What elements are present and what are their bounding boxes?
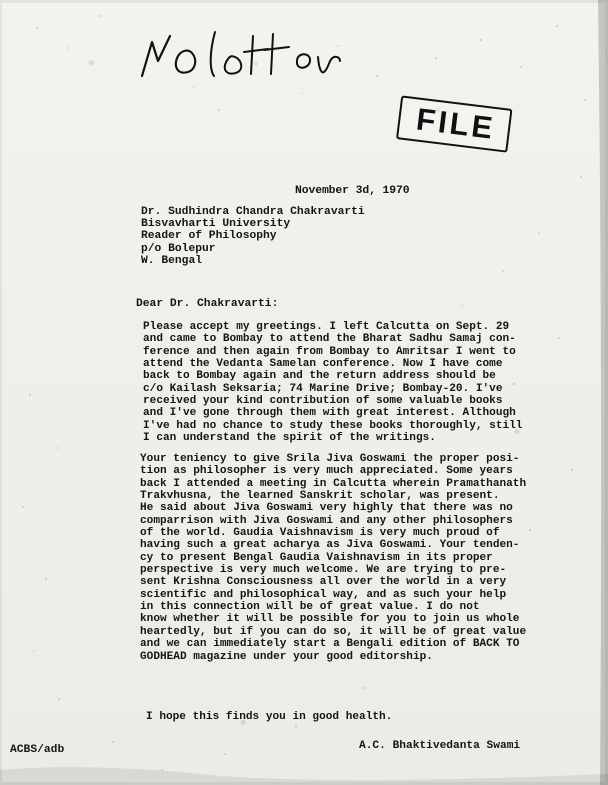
recipient-line: Dr. Sudhindra Chandra Chakravarti [141,206,365,218]
typist-initials: ACBS/adb [10,744,65,756]
salutation: Dear Dr. Chakravarti: [136,298,279,310]
letter-paragraph-2: Your teniency to give Srila Jiva Goswami the proper posi- tion as philosopher is very much appreciated. Some years back I attended a meeting in Calcutta wherein Pramathanath Trakvhusna, the learned Sanskrit scholar, was present. He said about Jiva Goswami very highly that there was no comparrison with Jiva Goswami and any other philosophers of the world. Gaudia Vaishnavism is very much proud of having such a great acharya as Jiva Goswami. Your tenden- cy to present Bengal Gaudia Vaishnavism in its proper perspective is very much welcome. We are trying to pre- sent Krishna Consciousness all over the world in a very scientific and philosophical way, and as such your help in this connection will be of great value. I do not know whether it will be possible for you to join us whole heartedly, but if you can do so, it will be of great value and we can immediately start a Bengali edition of BACK TO GODHEAD magazine under your good editorship. [140,453,527,663]
signature-line: A.C. Bhaktivedanta Swami [359,740,521,752]
letter-date: November 3d, 1970 [295,185,410,197]
handwritten-note [132,14,392,104]
recipient-line: Bisvavharti University [141,218,291,231]
letter-paragraph-1: Please accept my greetings. I left Calcutta on Sept. 29 and came to Bombay to attend the Bharat Sadhu Samaj con- ference and then again from Bombay to Amritsar I went to attend the Vedanta Samelan conference. Now I have come back to Bombay again and the return address should be c/o Kailash Seksaria; 74 Marine Drive; Bombay-20. I've received your kind contribution of some valuable books and I've gone through them with great interest. Although I've had no chance to study these books thoroughly, still I can understand the spirit of the writings. [143,321,523,445]
recipient-line: W. Bengal [141,254,203,267]
recipient-line: p/o Bolepur [141,242,216,255]
file-stamp [395,95,512,156]
recipient-block [141,206,441,267]
file-stamp-label: FILE [414,101,498,146]
recipient-line: Reader of Philosophy [141,230,277,243]
closing-line: I hope this finds you in good health. [146,711,393,723]
